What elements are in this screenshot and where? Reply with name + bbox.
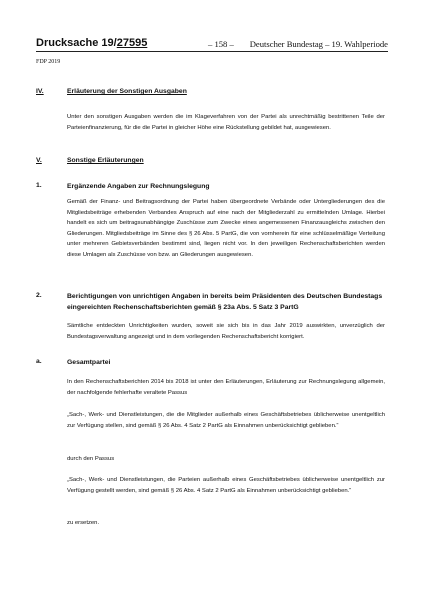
header-divider: [36, 51, 388, 52]
page-header: [36, 37, 388, 51]
subsection-1-title: Ergänzende Angaben zur Rechnungslegung: [67, 183, 210, 190]
section-iv-text: Unter den sonstigen Ausgaben werden die im Klageverfahren von der Partei als unrechtmäßig bestrittenen Teile der Parteienfinanzierung, für die die Partei in gleicher Höhe eine Rückstellung gebildet hat, ausgewiesen.: [67, 114, 385, 131]
section-v-title: Sonstige Erläuterungen: [67, 157, 144, 164]
party-label: FDP 2019: [36, 59, 61, 65]
section-iv-title: Erläuterung der Sonstigen Ausgaben: [67, 88, 187, 95]
drucksache-number: Drucksache 19/27595: [36, 37, 148, 49]
subsection-1-text: Gemäß der Finanz- und Beitragsordnung der Partei haben übergeordnete Verbände oder Untergliederungen des die Mitgliedsbeiträge erhebenden Verbandes Anspruch auf eine nach der Mitgliederzahl zu ermittelnden Umlage. Hierbei handelt es sich um beitragsunabhängige Zuschüsse zum Zwecke eines angemessenen Finanzausgleichs zwischen den Gliederungen. Mitgliedsbeiträge im Sinne des § 26 Abs. 5 PartG, die von vornherein für eine schlüsselmäßige Verteilung unter mehreren Gebietsverbänden bestimmt sind, liegen nicht vor. In den jeweiligen Rechenschaftsberichten werden diese Umlagen als Zuschüsse von bzw. an Gliederungen ausgewiesen.: [67, 199, 385, 258]
subsection-a-title: Gesamtpartei: [67, 359, 111, 366]
section-iv-number: IV.: [36, 88, 44, 95]
subsection-2-number: 2.: [36, 292, 42, 299]
subsection-2-title-line1: Berichtigungen von unrichtigen Angaben in bereits beim Präsidenten des Deutschen Bundestags: [67, 293, 383, 300]
drucksache-link[interactable]: 27595: [116, 37, 148, 49]
old-passage-quote: „Sach-, Werk- und Dienstleistungen, die die Mitglieder außerhalb eines Geschäftsbetriebes üblicherweise unentgeltlich zur Verfügung stellen, sind gemäß § 26 Abs. 4 Satz 2 PartG als Einnahmen unberücksichtigt geblieben.“: [67, 412, 385, 429]
subsection-a-number: a.: [36, 358, 42, 365]
subsection-1-number: 1.: [36, 182, 42, 189]
connector-text: durch den Passus: [67, 456, 115, 462]
subsection-2-title-line2: eingereichten Rechenschaftsberichten gemäß § 23a Abs. 5 Satz 3 PartG: [67, 303, 299, 311]
new-passage-quote: „Sach-, Werk- und Dienstleistungen, die Parteien außerhalb eines Geschäftsbetriebes üblicherweise unentgeltlich zur Verfügung gestellt werden, sind gemäß § 26 Abs. 4 Satz 2 PartG als Einnahmen unberücksichtigt geblieben.“: [67, 477, 385, 494]
page-number: – 158 –: [208, 39, 234, 49]
closing-text: zu ersetzen.: [67, 520, 100, 526]
bundestag-period: Deutscher Bundestag – 19. Wahlperiode: [249, 39, 388, 49]
section-v-number: V.: [36, 157, 42, 164]
subsection-2-text: Sämtliche entdeckten Unrichtigkeiten wurden, soweit sie sich bis in das Jahr 2019 auswirkten, unverzüglich der Bundestagsverwaltung angezeigt und in dem vorliegenden Rechenschaftsbericht korrigiert.: [67, 323, 385, 340]
subsection-a-paragraph: In den Rechenschaftsberichten 2014 bis 2018 ist unter den Erläuterungen, Erläuterung zur Rechnungslegung allgemein, der nachfolgende fehlerhafte veraltete Passus: [67, 379, 385, 396]
